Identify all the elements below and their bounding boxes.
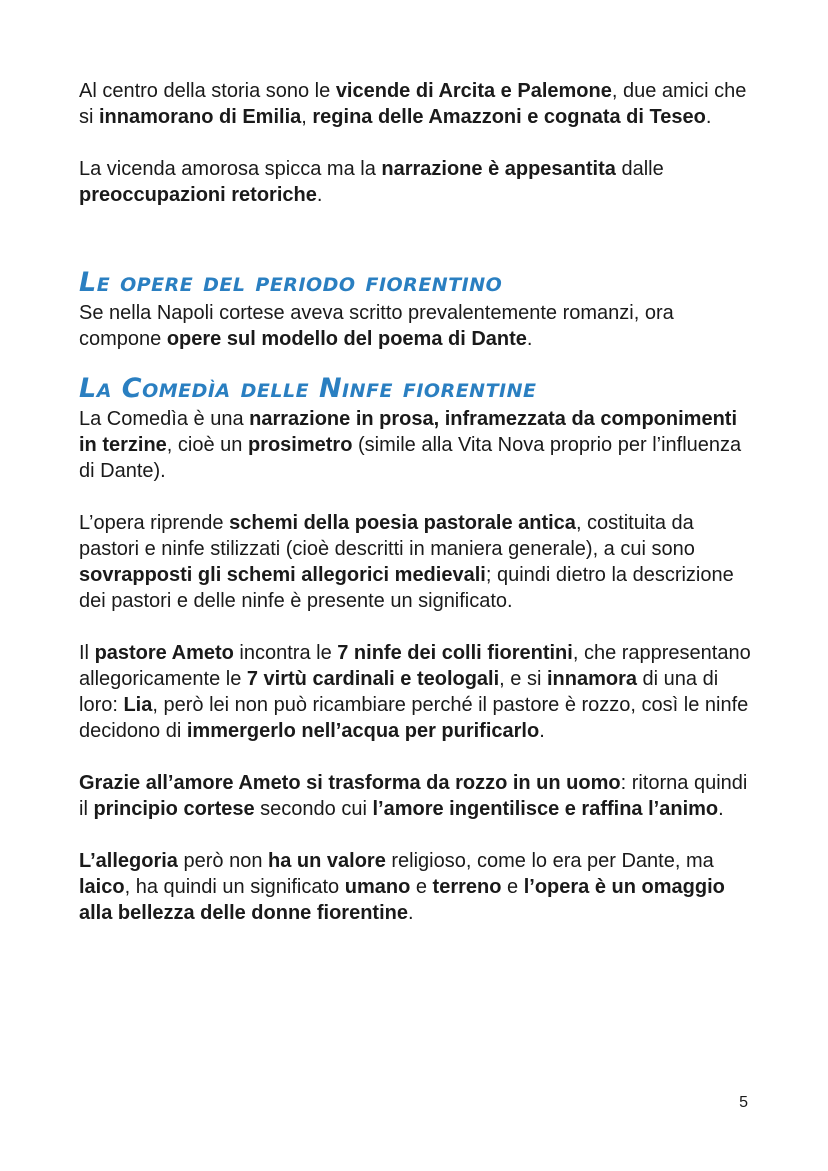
paragraph-grazie-amore: Grazie all’amore Ameto si trasforma da rozzo in un uomo: ritorna quindi il principio cortese secondo cui l’amore ingentilisce e raffina l’animo.	[79, 772, 748, 820]
paragraph-prosimetro: La Comedìa è una narrazione in prosa, inframezzata da componimenti in terzine, cioè un prosimetro (simile alla Vita Nova proprio per l’influenza di Dante).	[79, 408, 742, 482]
paragraph-allegoria: L’allegoria però non ha un valore religioso, come lo era per Dante, ma laico, ha quindi un significato umano e terreno e l’opera è un omaggio alla bellezza delle donne fiorentine.	[79, 850, 725, 924]
paragraph-vicenda-amorosa: La vicenda amorosa spicca ma la narrazione è appesantita dalle preoccupazioni retoriche.	[79, 158, 664, 206]
paragraph-arcita-palemone: Al centro della storia sono le vicende di Arcita e Palemone, due amici che si innamorano di Emilia, regina delle Amazzoni e cognata di Teseo.	[79, 80, 747, 128]
heading-comedia-ninfe: La Comedìa delle Ninfe fiorentine	[79, 373, 537, 404]
page-content	[79, 78, 759, 926]
heading-opere-periodo-fiorentino: Le opere del periodo fiorentino	[79, 267, 503, 298]
paragraph-poesia-pastorale: L’opera riprende schemi della poesia pastorale antica, costituita da pastori e ninfe stilizzati (cioè descritti in maniera generale), a cui sono sovrapposti gli schemi allegorici medievali; quindi dietro la descrizione dei pastori e delle ninfe è presente un significato.	[79, 512, 734, 612]
page-number: 5	[739, 1094, 748, 1111]
paragraph-pastore-ameto: Il pastore Ameto incontra le 7 ninfe dei colli fiorentini, che rappresentano allegoricamente le 7 virtù cardinali e teologali, e si innamora di una di loro: Lia, però lei non può ricambiare perché il pastore è rozzo, così le ninfe decidono di immergerlo nell’acqua per purificarlo.	[79, 642, 751, 742]
paragraph-napoli-cortese: Se nella Napoli cortese aveva scritto prevalentemente romanzi, ora compone opere sul modello del poema di Dante.	[79, 302, 674, 350]
